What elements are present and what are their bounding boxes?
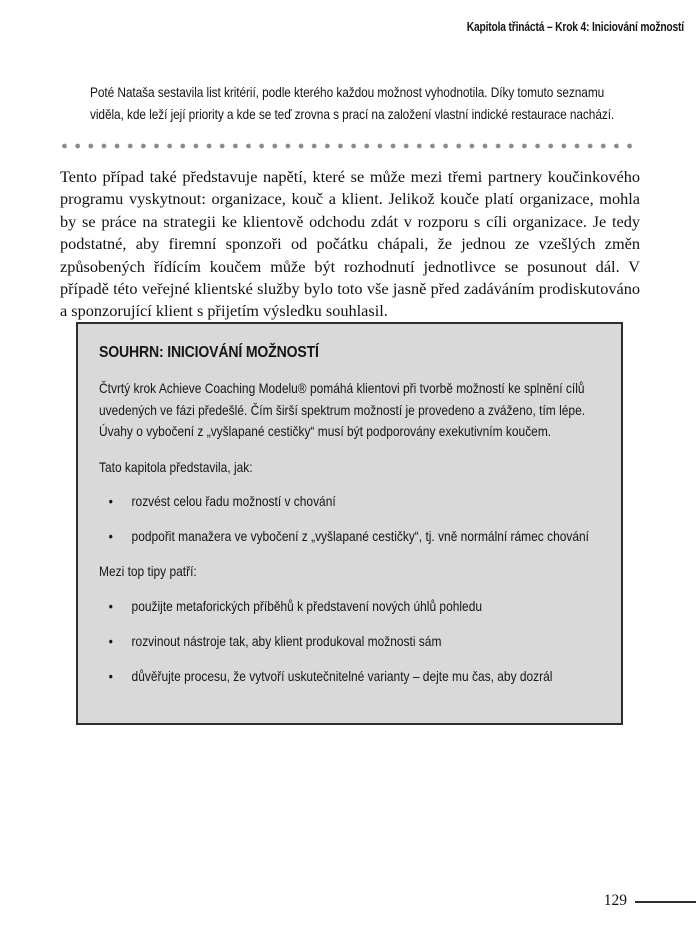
body-paragraph: Tento případ také představuje napětí, které se může mezi třemi partnery koučinkového programu vyskytnout: organizace, kouč a klient. Jelikož kouče platí organizace, mohla by se práce na strategii ke klientově odchodu zdát v rozporu s cíli organizace. Je tedy podstatné, aby firemní sponzoři od počátku chápali, že jednou ze vzešlých změn způsobených řídícím koučem může být rozhodnutí jednotlivce se posunout dál. V případě této veřejné klientské služby bylo toto vše jasně před zadáváním prodiskutováno a sponzorující klient s přijetím výsledku souhlasil. bbox=[60, 167, 640, 321]
summary-box-content bbox=[99, 344, 602, 687]
summary-lead-2: Mezi top tipy patří: bbox=[99, 564, 197, 579]
footer-rule bbox=[635, 901, 696, 903]
summary-box bbox=[76, 322, 623, 725]
summary-list-item: • podpořit manažera ve vybočení z „vyšlapané cestičky“, tj. vně normální rámec chování bbox=[99, 526, 602, 548]
summary-list-item: • použijte metaforických příběhů k představení nových úhlů pohledu bbox=[99, 596, 602, 618]
running-header: Kapitola třináctá – Krok 4: Iniciování možností bbox=[466, 20, 684, 34]
quote-paragraph: Poté Nataša sestavila list kritérií, podle kterého každou možnost vyhodnotila. Díky tomuto seznamu viděla, kde leží její priority a kde se teď zrovna s prací na založení vlastní indické restaurace nachází. bbox=[90, 84, 615, 122]
summary-intro: Čtvrtý krok Achieve Coaching Modelu® pomáhá klientovi při tvorbě možností ke splnění cílů uvedených ve fázi předešlé. Čím širší spektrum možností je provedeno a zváženo, tím lépe. Úvahy o vybočení z „vyšlapané cestičky“ musí být podporovány exekutivním koučem. bbox=[99, 381, 586, 439]
summary-box-title: SOUHRN: INICIOVÁNÍ MOŽNOSTÍ bbox=[99, 344, 319, 361]
summary-list-item: • rozvést celou řadu možností v chování bbox=[99, 491, 602, 513]
summary-list-1 bbox=[99, 491, 602, 548]
summary-list-item: • důvěřujte procesu, že vytvoří uskutečnitelné varianty – dejte mu čas, aby dozrál bbox=[99, 666, 602, 688]
summary-list-item: • rozvinout nástroje tak, aby klient produkoval možnosti sám bbox=[99, 631, 602, 653]
summary-list-2 bbox=[99, 596, 602, 688]
page-number: 129 bbox=[603, 892, 627, 909]
summary-lead-1: Tato kapitola představila, jak: bbox=[99, 459, 253, 475]
dotted-divider bbox=[62, 143, 640, 149]
